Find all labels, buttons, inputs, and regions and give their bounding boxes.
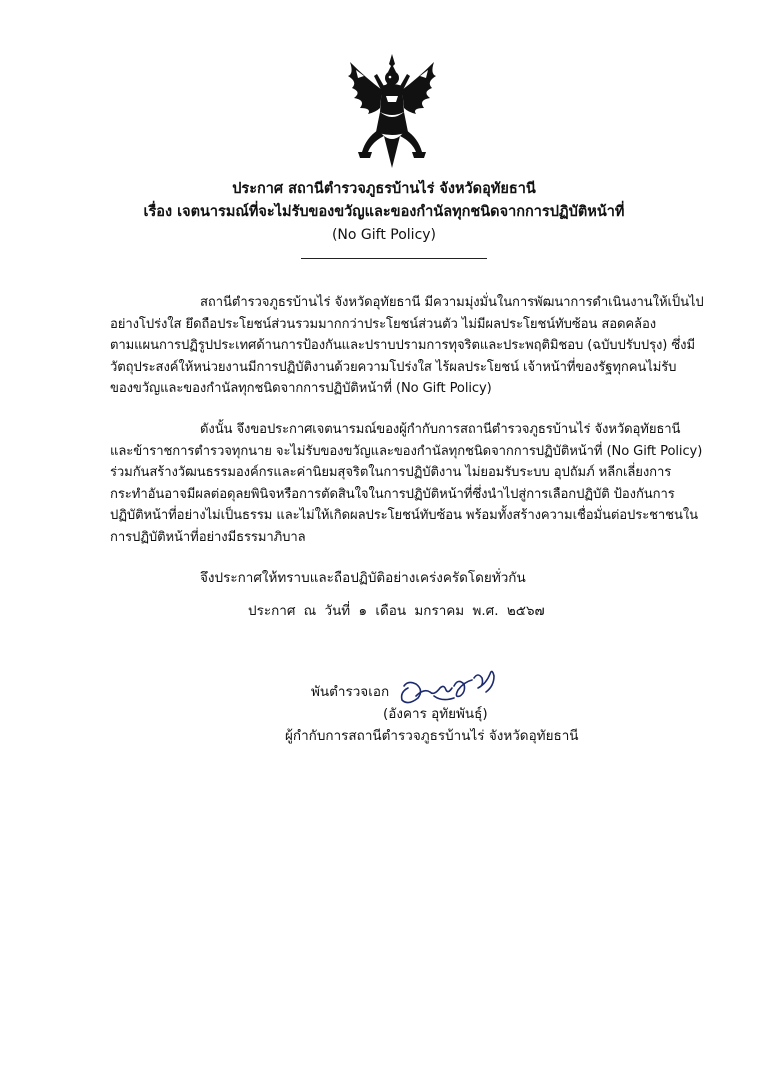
announcement-date: ประกาศ ณ วันที่ ๑ เดือน มกราคม พ.ศ. ๒๕๖๗ xyxy=(248,603,545,619)
paragraph-line: กระทำอันอาจมีผลต่อดุลยพินิจหรือการตัดสินใจในการปฏิบัติหน้าที่ซึ่งนำไปสู่การเลือกปฏิบัติ ป้องกันการ xyxy=(110,486,675,502)
title-line-3: (No Gift Policy) xyxy=(331,227,437,243)
closing-statement: จึงประกาศให้ทราบและถือปฏิบัติอย่างเคร่งครัดโดยทั่วกัน xyxy=(200,570,526,586)
paragraph-line: ของขวัญและของกำนัลทุกชนิดจากการปฏิบัติหน้าที่ (No Gift Policy) xyxy=(110,381,492,397)
paragraph-line: และข้าราชการตำรวจทุกนาย จะไม่รับของขวัญและของกำนัลทุกชนิดจากการปฏิบัติหน้าที่ (No Gift Policy) xyxy=(110,443,703,459)
title-divider xyxy=(301,258,487,259)
signer-name: (อังคาร อุทัยพันธุ์) xyxy=(383,706,488,722)
paragraph-line: สถานีตำรวจภูธรบ้านไร่ จังหวัดอุทัยธานี มีความมุ่งมั่นในการพัฒนาการดำเนินงานให้เป็นไป xyxy=(200,295,704,310)
signer-rank: พันตำรวจเอก xyxy=(311,684,390,700)
paragraph-line: ร่วมกันสร้างวัฒนธรรมองค์กรและค่านิยมสุจริตในการปฏิบัติงาน ไม่ยอมรับระบบ อุปถัมภ์ หลีกเลี่ยงการ xyxy=(110,465,672,481)
paragraph-line: ดังนั้น จึงขอประกาศเจตนารมณ์ของผู้กำกับการสถานีตำรวจภูธรบ้านไร่ จังหวัดอุทัยธานี xyxy=(200,422,681,437)
paragraph-line: ปฏิบัติหน้าที่อย่างไม่เป็นธรรม และไม่ให้เกิดผลประโยชน์ทับซ้อน พร้อมทั้งสร้างความเชื่อมั่นต่อประชาชนใน xyxy=(110,508,698,524)
paragraph-line: การปฏิบัติหน้าที่อย่างมีธรรมาภิบาล xyxy=(110,529,306,545)
paragraph-line: ตามแผนการปฏิรูปประเทศด้านการป้องกันและปราบปรามการทุจริตและประพฤติมิชอบ (ฉบับปรับปรุง) ซึ่งมี xyxy=(110,338,695,354)
paragraph-line: วัตถุประสงค์ให้หน่วยงานมีการปฏิบัติงานด้วยความโปร่งใส ไร้ผลประโยชน์ เจ้าหน้าที่ของรัฐทุกคนไม่รับ xyxy=(110,359,677,375)
title-line-1: ประกาศ สถานีตำรวจภูธรบ้านไร่ จังหวัดอุทัยธานี xyxy=(232,181,536,197)
announcement-title xyxy=(0,178,768,246)
signer-position: ผู้กำกับการสถานีตำรวจภูธรบ้านไร่ จังหวัดอุทัยธานี xyxy=(285,728,579,744)
paragraph-line: อย่างโปร่งใส ยึดถือประโยชน์ส่วนรวมมากกว่าประโยชน์ส่วนตัว ไม่มีผลประโยชน์ทับซ้อน สอดคล้อง xyxy=(110,316,657,332)
paragraph-2 xyxy=(110,419,710,549)
title-line-2: เรื่อง เจตนารมณ์ที่จะไม่รับของขวัญและของกำนัลทุกชนิดจากการปฏิบัติหน้าที่ xyxy=(143,204,625,220)
garuda-emblem-icon xyxy=(344,52,440,172)
paragraph-1 xyxy=(110,292,710,400)
